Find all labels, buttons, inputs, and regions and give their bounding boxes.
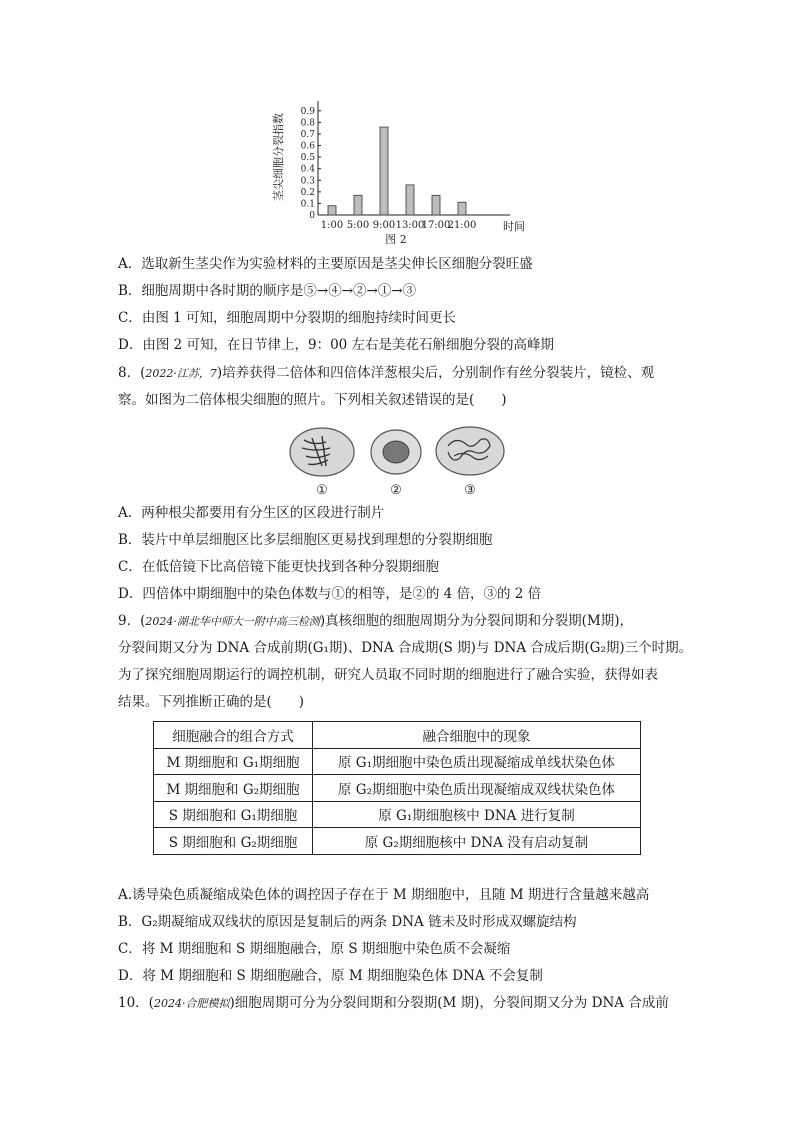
cell-3-image <box>436 427 504 475</box>
bar-9:00 <box>380 127 388 215</box>
y-tick-label: 0 <box>309 211 315 221</box>
cell-division-index-chart <box>260 95 530 250</box>
q7-option-b: B．细胞周期中各时期的顺序是⑤→④→②→①→③ <box>118 283 417 299</box>
x-tick-label: 1:00 <box>320 220 344 231</box>
x-tick-label: 5:00 <box>346 220 370 231</box>
cell-2-image <box>371 430 421 474</box>
q8-stem-line2: 察。如图为二倍体根尖细胞的照片。下列相关叙述错误的是( ) <box>118 392 507 408</box>
y-tick-label: 0.4 <box>300 164 315 175</box>
x-tick-label: 21:00 <box>447 220 477 231</box>
y-tick-label: 0.3 <box>300 176 315 187</box>
chart-xlabel: 时间 <box>503 220 525 233</box>
q10-number: 10．( <box>118 995 154 1011</box>
bar-5:00 <box>354 195 362 215</box>
table-cell: M 期细胞和 G₂期细胞 <box>154 775 313 802</box>
q9-stem-line1 <box>118 611 633 632</box>
cell-1-image <box>290 428 354 476</box>
table-cell: 原 G₁期细胞核中 DNA 进行复制 <box>313 801 641 828</box>
bar-1:00 <box>328 206 336 215</box>
table-cell: 原 G₁期细胞中染色质出现凝缩成单线状染色体 <box>313 748 641 775</box>
q7-option-c: C．由图 1 可知，细胞周期中分裂期的细胞持续时间更长 <box>118 310 457 326</box>
root-tip-cell-photos <box>282 420 512 500</box>
q8-source: 2022·江苏，7 <box>145 367 217 380</box>
table-cell: 原 G₂期细胞中染色质出现凝缩成双线状染色体 <box>313 775 641 802</box>
q8-stem-text1: )培养获得二倍体和四倍体洋葱根尖后，分别制作有丝分裂装片，镜检、观 <box>216 365 655 381</box>
q9-option-d: D．将 M 期细胞和 S 期细胞融合，原 M 期细胞染色体 DNA 不会复制 <box>118 968 543 984</box>
q9-stem-line3: 为了探究细胞周期运行的调控机制，研究人员取不同时期的细胞进行了融合实验，获得如表 <box>118 667 658 683</box>
bar-21:00 <box>458 202 466 215</box>
chart-caption: 图 2 <box>385 233 407 246</box>
q9-number: 9．( <box>118 613 146 629</box>
q8-option-b: B．装片中单层细胞区比多层细胞区更易找到理想的分裂期细胞 <box>118 532 493 548</box>
cell-label-3: ③ <box>464 483 476 498</box>
table-row <box>154 801 641 828</box>
y-tick-label: 0.6 <box>300 141 315 152</box>
q9-option-b: B．G₂期凝缩成双线状的原因是复制后的两条 DNA 链未及时形成双螺旋结构 <box>118 914 577 930</box>
q9-source: 2024·湖北华中师大一附中高三检测 <box>145 615 320 628</box>
y-tick-label: 0.9 <box>300 106 315 117</box>
x-tick-label: 9:00 <box>372 220 396 231</box>
q7-option-a: A．选取新生茎尖作为实验材料的主要原因是茎尖伸长区细胞分裂旺盛 <box>118 256 533 272</box>
table-row <box>154 828 641 855</box>
bar-13:00 <box>406 185 414 215</box>
cell-label-2: ② <box>390 483 402 498</box>
q9-option-a: A.诱导染色质凝缩成染色体的调控因子存在于 M 期细胞中，且随 M 期进行含量越来越高 <box>118 887 650 903</box>
q9-stem-line4: 结果。下列推断正确的是( ) <box>118 694 305 710</box>
q8-option-a: A．两种根尖都要用有分生区的区段进行制片 <box>118 505 385 521</box>
table-row <box>154 748 641 775</box>
y-tick-label: 0.5 <box>300 153 315 164</box>
q8-option-d: D．四倍体中期细胞中的染色体数与①的相等，是②的 4 倍，③的 2 倍 <box>118 586 542 602</box>
table-cell: M 期细胞和 G₁期细胞 <box>154 748 313 775</box>
x-tick-label: 13:00 <box>395 220 425 231</box>
table-cell: S 期细胞和 G₂期细胞 <box>154 828 313 855</box>
q9-stem-text1: )真核细胞的细胞周期分为分裂间期和分裂期(M期)， <box>319 613 633 629</box>
y-tick-label: 0.2 <box>300 187 315 198</box>
table-cell: S 期细胞和 G₁期细胞 <box>154 801 313 828</box>
q9-option-c: C．将 M 期细胞和 S 期细胞融合，原 S 期细胞中染色质不会凝缩 <box>118 941 511 957</box>
q8-number: 8．( <box>118 365 146 381</box>
q10-stem-text1: )细胞周期可分为分裂间期和分裂期(M 期)，分裂间期又分为 DNA 合成前 <box>229 995 669 1011</box>
cell-label-1: ① <box>316 483 328 498</box>
q7-option-d: D．由图 2 可知，在日节律上，9：00 左右是美花石斛细胞分裂的高峰期 <box>118 337 555 353</box>
q8-stem-line1 <box>118 363 654 384</box>
x-tick-label: 17:00 <box>421 220 451 231</box>
chart-ylabel: 茎尖细胞分裂指数 <box>272 113 285 201</box>
q9-stem-line2: 分裂间期又分为 DNA 合成前期(G₁期)、DNA 合成期(S 期)与 DNA 合成后期(G₂期)三个时期。 <box>118 640 693 656</box>
cell-fusion-table <box>153 721 641 855</box>
q8-option-c: C．在低倍镜下比高倍镜下能更快找到各种分裂期细胞 <box>118 559 439 575</box>
y-tick-label: 0.8 <box>300 118 315 129</box>
q10-source: 2024·合肥模拟 <box>153 997 230 1010</box>
q10-stem-line1 <box>118 993 669 1014</box>
table-cell: 原 G₂期细胞核中 DNA 没有启动复制 <box>313 828 641 855</box>
table-header-row <box>154 722 641 749</box>
table-header-combination: 细胞融合的组合方式 <box>154 722 313 749</box>
table-row <box>154 775 641 802</box>
table-header-phenomenon: 融合细胞中的现象 <box>313 722 641 749</box>
y-tick-label: 0.1 <box>300 199 315 210</box>
y-tick-label: 0.7 <box>300 129 315 140</box>
bar-17:00 <box>432 195 440 215</box>
